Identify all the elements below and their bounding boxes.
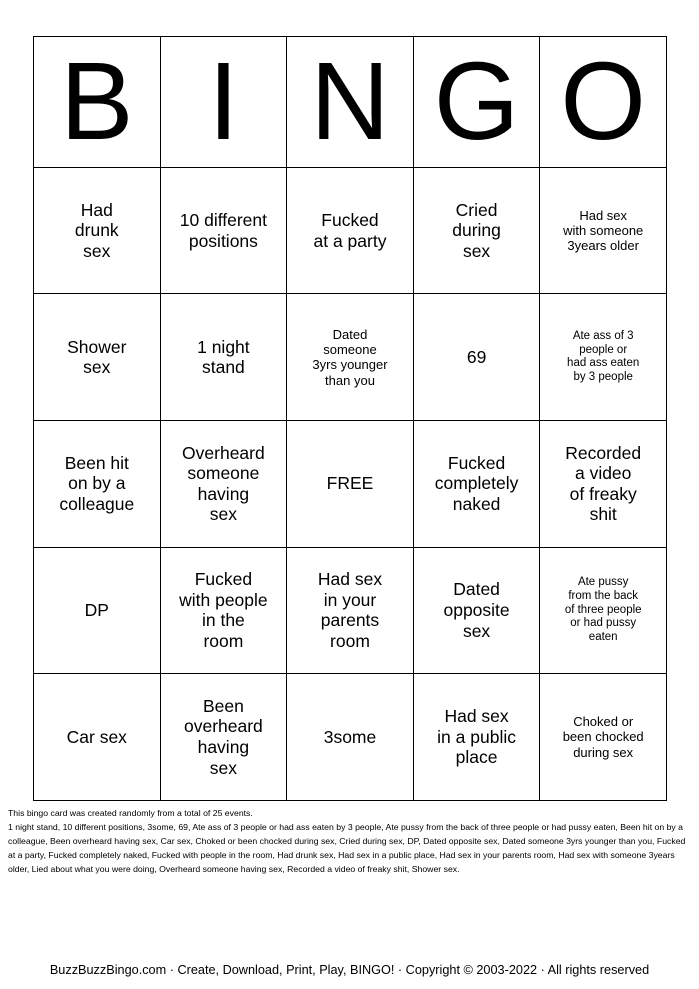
bingo-cell: Had drunk sex [34, 167, 161, 294]
bingo-cell: Choked or been chocked during sex [540, 674, 667, 801]
bingo-cell: 69 [413, 294, 540, 421]
bingo-row [34, 420, 667, 547]
bingo-cell: Ate pussy from the back of three people or had pussy eaten [540, 547, 667, 674]
card-info [8, 806, 693, 876]
bingo-cell: Cried during sex [413, 167, 540, 294]
bingo-row [34, 294, 667, 421]
bingo-cell: Dated opposite sex [413, 547, 540, 674]
bingo-row [34, 547, 667, 674]
bingo-cell: Had sex in your parents room [287, 547, 414, 674]
bingo-header-letter: O [540, 37, 667, 168]
bingo-header-row [34, 37, 667, 168]
bingo-header-letter: B [34, 37, 161, 168]
bingo-cell: Had sex with someone 3years older [540, 167, 667, 294]
card-info-summary: This bingo card was created randomly from a total of 25 events. [8, 808, 253, 818]
bingo-cell: Been hit on by a colleague [34, 420, 161, 547]
bingo-cell: Ate ass of 3 people or had ass eaten by 3 people [540, 294, 667, 421]
bingo-header-letter: N [287, 37, 414, 168]
site-footer: BuzzBuzzBingo.com · Create, Download, Print, Play, BINGO! · Copyright © 2003-2022 · All rights reserved [49, 963, 650, 977]
bingo-cell: Overheard someone having sex [160, 420, 287, 547]
bingo-cell: 1 night stand [160, 294, 287, 421]
bingo-cell: 10 different positions [160, 167, 287, 294]
bingo-cell: Shower sex [34, 294, 161, 421]
bingo-row [34, 167, 667, 294]
bingo-cell: 3some [287, 674, 414, 801]
bingo-cell: Fucked at a party [287, 167, 414, 294]
bingo-cell: Dated someone 3yrs younger than you [287, 294, 414, 421]
card-info-events: 1 night stand, 10 different positions, 3some, 69, Ate ass of 3 people or had ass eaten by 3 people, Ate pussy from the back of three people or had pussy eaten, Been hit on by a colleague, Been overheard having sex, Car sex, Choked or been chocked during sex, Cried during sex, DP, Dated opposite sex, Dated someone 3yrs younger than you, Fucked at a party, Fucked completely naked, Fucked with people in the room, Had drunk sex, Had sex in a public place, Had sex in your parents room, Had sex with someone 3years older, Lied about what you were doing, Overheard someone having sex, Recorded a video of freaky shit, Shower sex. [8, 822, 686, 874]
bingo-header-letter: G [413, 37, 540, 168]
bingo-cell: Been overheard having sex [160, 674, 287, 801]
bingo-cell: Fucked with people in the room [160, 547, 287, 674]
bingo-free-space: FREE [287, 420, 414, 547]
bingo-cell: Had sex in a public place [413, 674, 540, 801]
bingo-cell: Car sex [34, 674, 161, 801]
bingo-row [34, 674, 667, 801]
bingo-cell: Fucked completely naked [413, 420, 540, 547]
bingo-cell: Recorded a video of freaky shit [540, 420, 667, 547]
bingo-cell: DP [34, 547, 161, 674]
bingo-header-letter: I [160, 37, 287, 168]
bingo-card [33, 36, 667, 801]
